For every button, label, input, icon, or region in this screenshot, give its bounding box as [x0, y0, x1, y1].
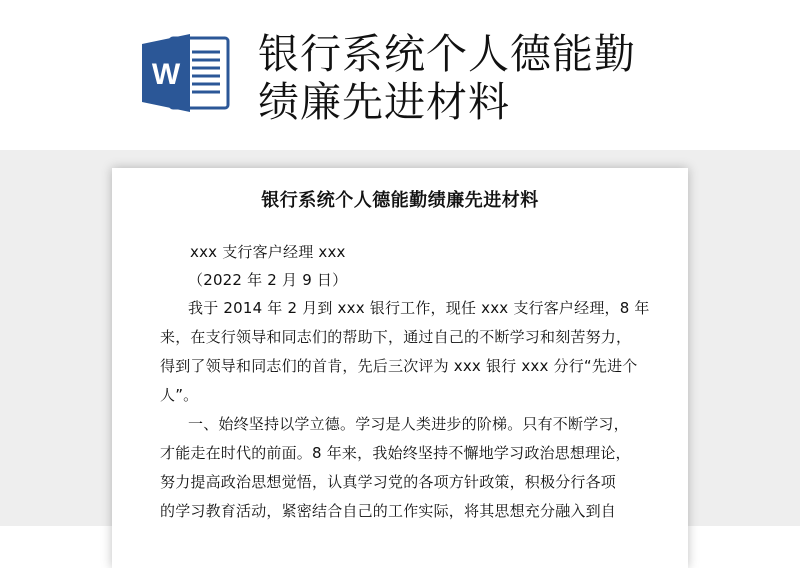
paragraph-line: 来，在支行领导和同志们的帮助下，通过自己的不断学习和刻苦努力， [160, 328, 632, 346]
header-banner [0, 0, 800, 150]
paragraph-line: 得到了领导和同志们的首肯，先后三次评为 xxx 银行 xxx 分行“先进个 [160, 357, 638, 375]
paragraph-line: 我于 2014 年 2 月到 xxx 银行工作，现任 xxx 支行客户经理，8 年 [188, 299, 650, 317]
document-title: 银行系统个人德能勤绩廉先进材料 [261, 190, 539, 211]
paragraph-line: 的学习教育活动，紧密结合自己的工作实际，将其思想充分融入到自 [160, 502, 617, 520]
svg-text:W: W [151, 58, 181, 91]
paragraph-line: 才能走在时代的前面。8 年来，我始终坚持不懈地学习政治思想理论， [160, 444, 631, 462]
date-line: （2022 年 2 月 9 日） [188, 271, 348, 289]
header-title-line2: 绩廉先进材料 [258, 78, 510, 126]
paragraph-line: 一、始终坚持以学立德。学习是人类进步的阶梯。只有不断学习， [188, 415, 629, 433]
paragraph-line: 人”。 [160, 386, 199, 404]
paragraph-line: 努力提高政治思想觉悟，认真学习党的各项方针政策，积极分行各项 [160, 473, 617, 491]
header-title-line1: 银行系统个人德能勤 [258, 30, 636, 78]
header-title [258, 30, 778, 126]
author-line: xxx 支行客户经理 xxx [190, 243, 346, 261]
word-icon [140, 32, 232, 114]
